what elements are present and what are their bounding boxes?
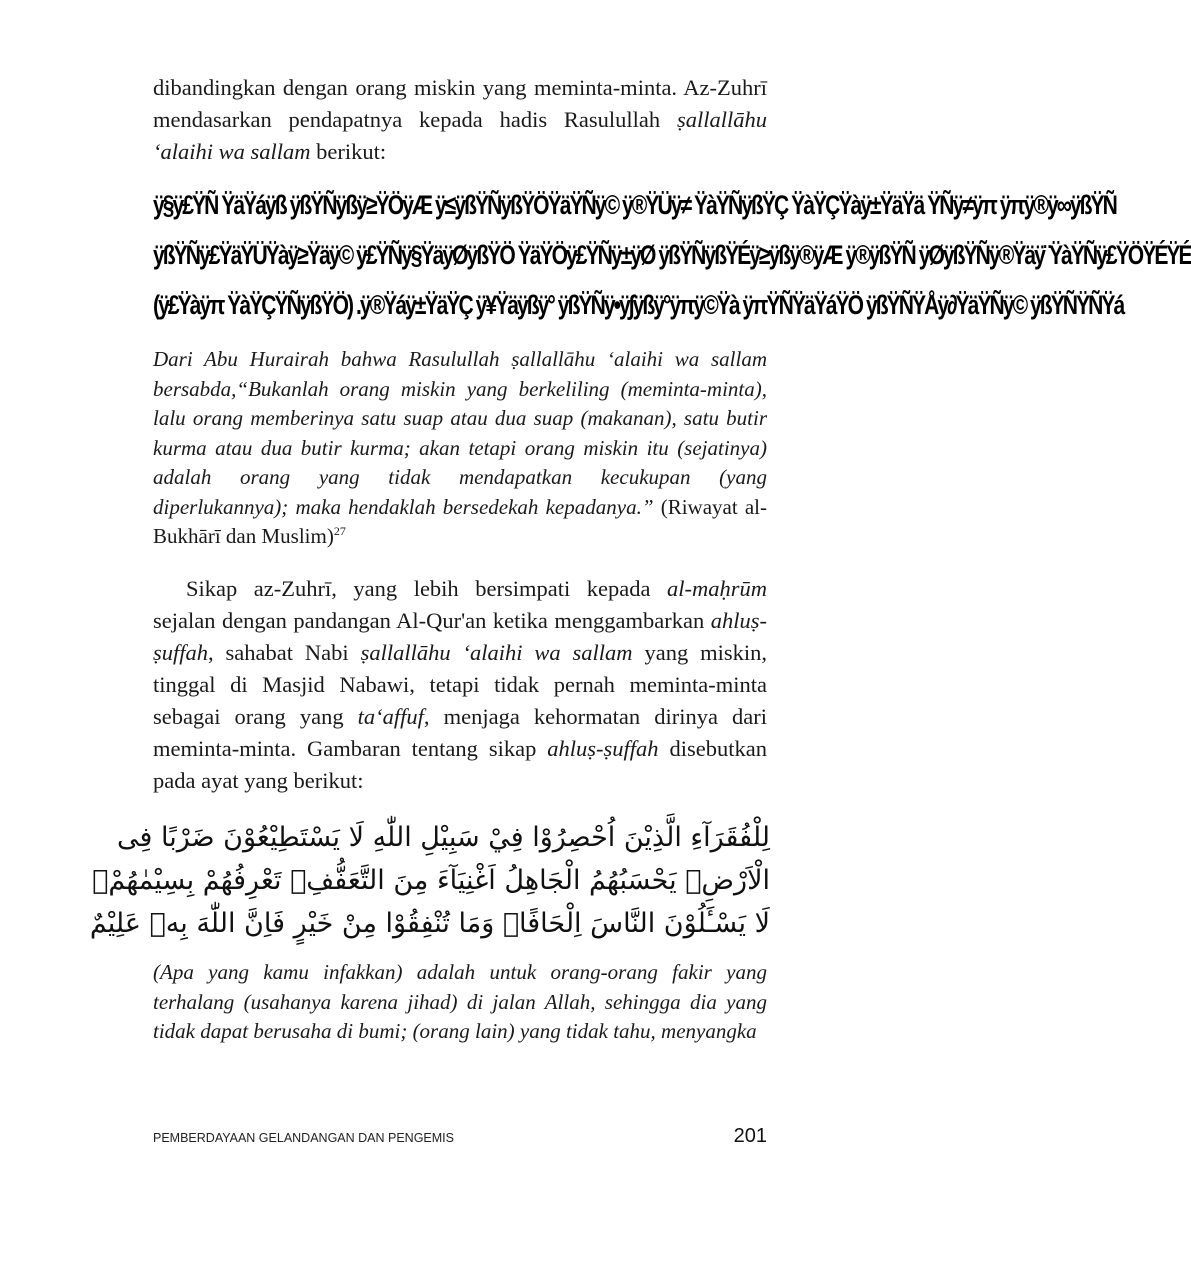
page-number: 201	[733, 1125, 767, 1147]
para-term: ahluṣ-ṣuffah	[153, 608, 767, 665]
intro-text-end: berikut:	[310, 139, 387, 164]
hadith-translation-text: Dari Abu Hurairah bahwa Rasulullah ṣallallāhu ‘alaihi wa sallam bersabda,“Bukanlah orang miskin yang berkeliling (meminta-minta), lalu orang memberinya satu suap atau dua suap (makanan), satu butir kurma atau dua butir kurma; akan tetapi orang miskin itu (sejatinya) adalah orang yang tidak mendapatkan kecukupan (yang diperlukannya); maka hendaklah bersedekah kepadanya.”	[153, 347, 767, 519]
verse-line-3: لَا يَسْـَٔلُوْنَ النَّاسَ اِلْحَافًاۗ وَمَا تُنْفِقُوْا مِنْ خَيْرٍ فَاِنَّ اللّٰهَ بِهٖ عَلِيْمٌ	[89, 908, 770, 939]
body-paragraph	[153, 573, 767, 797]
footnote-ref: 27	[333, 524, 346, 538]
quran-verse	[89, 816, 770, 945]
verse-line-1: لِلْفُقَرَآءِ الَّذِيْنَ اُحْصِرُوْا فِيْ سَبِيْلِ اللّٰهِ لَا يَسْتَطِيْعُوْنَ ضَرْبًا فِى	[117, 822, 770, 853]
para-text: , menjaga kehormatan dirinya dari meminta-minta. Gambaran tentang sikap	[153, 704, 767, 761]
intro-text: dibandingkan dengan orang miskin yang meminta-minta. Az-Zuhrī mendasarkan pendapatnya kepada hadis Rasulullah	[153, 75, 767, 132]
para-text: Sikap az-Zuhrī, yang lebih bersimpati kepada	[186, 576, 667, 601]
hadith-source: (Riwayat al-Bukhārī dan Muslim)	[153, 494, 768, 548]
intro-paragraph	[153, 72, 767, 168]
intro-honorific: ṣallallāhu ‘alaihi wa sallam	[153, 107, 767, 164]
para-term: al-maḥrūm	[667, 576, 767, 601]
hadith-line-2: ÿßŸÑÿ£ŸäŸÜŸàÿ≥Ÿäÿ© ÿ£ŸÑÿ§ŸäÿØÿßŸÖ ŸäŸÖÿ£ŸÑÿ±ÿØ ÿßŸÑÿßŸÉÿ≥ÿßÿ®ÿÆ ÿ®ÿßŸÑ ÿØÿßŸÑÿ®Ÿäÿ¨ŸàŸÑÿ£ŸÖŸÉŸÉ	[153, 240, 1191, 270]
para-text: disebutkan pada ayat yang berikut:	[153, 736, 767, 793]
verse-line-2: الْاَرْضِۖ يَحْسَبُهُمُ الْجَاهِلُ اَغْنِيَآءَ مِنَ التَّعَفُّفِۚ تَعْرِفُهُمْ بِسِيْمٰهُمْۚ	[92, 865, 770, 896]
para-term: ṣallallāhu ‘alaihi wa sallam	[360, 640, 633, 665]
hadith-translation	[153, 345, 767, 552]
para-term: ta‘affuf	[357, 704, 424, 729]
verse-translation	[153, 958, 767, 1047]
para-text: yang miskin, tinggal di Masjid Nabawi, tetapi tidak pernah meminta-minta sebagai orang yang	[153, 640, 767, 729]
running-title: PEMBERDAYAAN GELANDANGAN DAN PENGEMIS	[153, 1131, 454, 1145]
hadith-line-1: ÿ§ÿ£ŸÑ ŸäŸáÿß ÿßŸÑÿßÿ≥ŸÖÿÆ ÿ≤ÿßŸÑÿßŸÖŸäŸÑÿ© ÿ®ŸÜÿ≠ ŸàŸÑÿßŸÇ ŸàŸÇŸàÿ±ŸäŸä ŸÑÿ≠ÿπ ÿπÿ®ÿ∞ÿßŸÑ	[153, 190, 1116, 220]
para-text: sejalan dengan pandangan Al-Qur'an ketika menggambarkan	[153, 608, 711, 633]
hadith-arabic-garbled	[153, 180, 1191, 330]
para-term: ahluṣ-ṣuffah	[547, 736, 659, 761]
para-text: , sahabat Nabi	[208, 640, 361, 665]
hadith-line-3: (ÿ£Ÿàÿπ ŸàŸÇŸÑÿßŸÖ) .ÿ®Ÿáÿ±ŸäŸÇ ÿ¥Ÿäÿßÿ° ÿßŸÑÿ•ÿ∫ÿßÿ°ÿπÿ©Ÿà ÿπŸÑŸäŸáŸÖ ÿßŸÑŸÅÿ∂ŸäŸÑÿ© ÿßŸÑŸÑŸá	[153, 290, 1124, 320]
verse-translation-text: (Apa yang kamu infakkan) adalah untuk orang-orang fakir yang terhalang (usahanya karena jihad) di jalan Allah, sehingga dia yang tidak dapat berusaha di bumi; (orang lain) yang tidak tahu, menyangka	[153, 960, 767, 1043]
